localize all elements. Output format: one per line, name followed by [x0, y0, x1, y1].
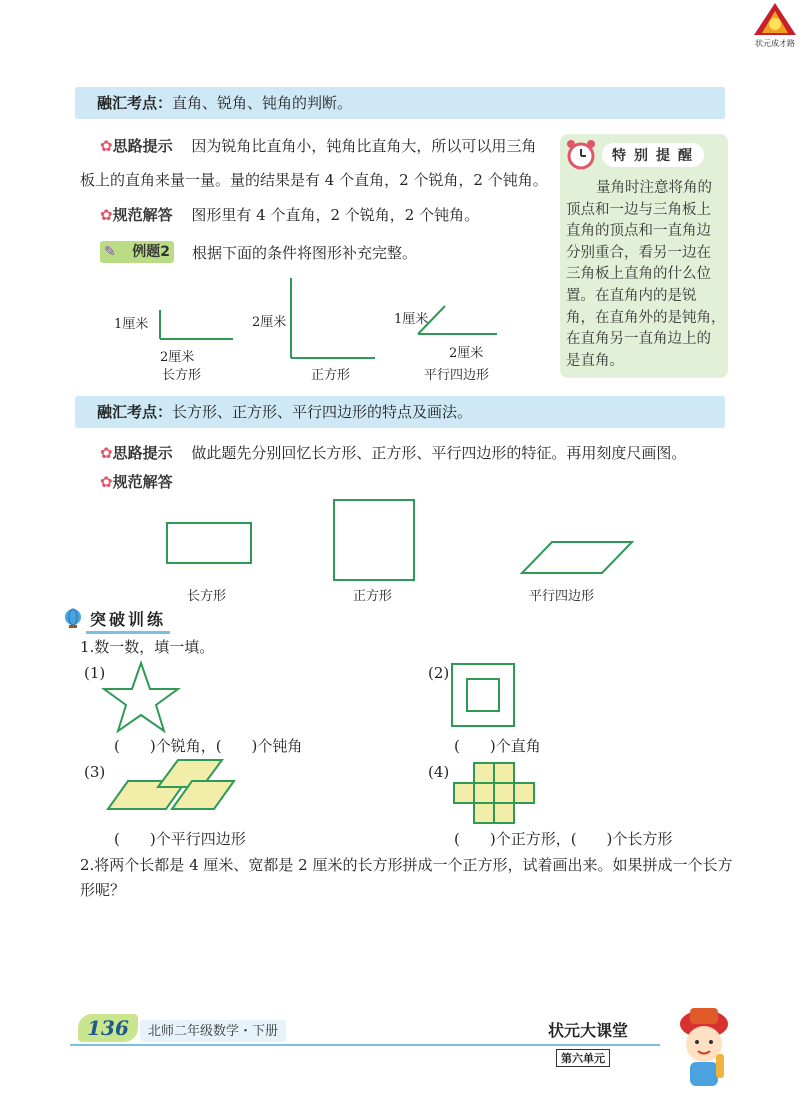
tip-line: 置。在直角内的是锐	[566, 287, 697, 304]
book-title-badge	[140, 1020, 286, 1042]
fig1-name: 长方形	[162, 368, 202, 383]
answer-shape-name-1: 长方形	[187, 589, 227, 604]
tip-title: 特别提醒	[602, 143, 704, 167]
key-point-band-1	[75, 87, 725, 119]
tip-line: 三角板上直角的什么位	[566, 266, 711, 283]
flame-logo-icon	[752, 2, 798, 36]
tip-line: 顶点和一边与三角板上	[566, 201, 711, 218]
item-4-number: (4)	[428, 763, 450, 781]
flower-icon: ✿	[100, 137, 113, 155]
page-number-badge	[78, 1014, 138, 1042]
answer-parallelogram	[522, 542, 632, 573]
fig1-side-label: 1厘米	[114, 317, 149, 332]
answer-rectangle	[167, 523, 251, 563]
answer-label: 规范解答	[112, 206, 173, 224]
book-title: 北师二年级数学・下册	[148, 1024, 279, 1039]
tip-line: 是直角。	[566, 352, 624, 369]
answer-shape-name-3: 平行四边形	[529, 589, 595, 604]
star-figure	[100, 660, 182, 734]
answer-1	[100, 205, 479, 225]
flower-icon: ✿	[100, 444, 113, 462]
hint-label: 思路提示	[112, 137, 173, 155]
answer-shapes	[160, 495, 640, 590]
tip-body	[566, 178, 726, 372]
pencil-icon: ✎	[104, 244, 116, 260]
key-point-text: 长方形、正方形、平行四边形的特点及画法。	[172, 403, 473, 421]
unit-label: 第六单元	[556, 1049, 610, 1067]
fig1-lines	[160, 310, 233, 339]
answer-square	[334, 500, 414, 580]
hint-1	[100, 136, 536, 156]
tip-line: 量角时注意将角的	[596, 180, 712, 196]
logo-text: 状元成才路	[755, 39, 795, 48]
tip-line: 直角的顶点和一直角边	[566, 223, 711, 240]
brand-name: 状元大课堂	[548, 1021, 629, 1040]
item-1-number: (1)	[84, 664, 106, 682]
question-1: 1.数一数，填一填。	[80, 638, 215, 656]
answer-2	[100, 472, 173, 492]
example-badge	[100, 241, 174, 263]
tip-line: 角，在直角外的是钝角，	[566, 309, 726, 326]
fig2-lines	[291, 278, 375, 358]
mascot-icon	[668, 1004, 740, 1092]
fig3-name: 平行四边形	[424, 368, 490, 383]
answer-label: 规范解答	[112, 473, 173, 491]
footer-divider	[70, 1044, 660, 1046]
example-badge-label: 例题2	[132, 244, 170, 260]
hint-1-line-2: 板上的直角来量一量。量的结果是有 4 个直角，2 个锐角，2 个钝角。	[80, 171, 548, 189]
fig3-lines	[418, 306, 497, 334]
globe-icon	[62, 607, 84, 629]
answer-shape-name-2: 正方形	[353, 589, 393, 604]
key-point-band-2	[75, 396, 725, 428]
flower-icon: ✿	[100, 473, 113, 491]
special-tip-box	[560, 134, 728, 378]
publisher-logo	[752, 2, 798, 46]
item-3-number: (3)	[84, 763, 106, 781]
example-question: 根据下面的条件将图形补充完整。	[192, 244, 418, 262]
page-number: 136	[87, 1016, 129, 1040]
nested-squares-figure	[448, 660, 518, 730]
tip-line: 在直角另一直角边上的	[566, 331, 711, 348]
key-point-label: 融汇考点：	[97, 94, 173, 112]
key-point-label: 融汇考点：	[97, 403, 173, 421]
tip-line: 分别重合，看另一边在	[566, 244, 711, 261]
fig3-side-label: 1厘米	[394, 312, 429, 327]
fig3-bottom-label: 2厘米	[449, 346, 484, 361]
item-3-answer: ( )个平行四边形	[114, 830, 246, 848]
hint-text: 做此题先分别回忆长方形、正方形、平行四边形的特征。再用刻度尺画图。	[191, 444, 687, 462]
fig2-side-label: 2厘米	[252, 315, 287, 330]
question-2-line-1: 2.将两个长都是 4 厘米、宽都是 2 厘米的长方形拼成一个正方形，试着画出来。如果拼成一个长方	[80, 856, 733, 874]
fig1-bottom-label: 2厘米	[160, 350, 195, 365]
answer-text: 图形里有 4 个直角，2 个锐角，2 个钝角。	[191, 206, 480, 224]
item-2-answer: ( )个直角	[454, 737, 541, 755]
alarm-clock-icon	[564, 138, 598, 172]
hint-line-1: 因为锐角比直角小，钝角比直角大，所以可以用三角	[191, 137, 537, 155]
item-2-number: (2)	[428, 664, 450, 682]
parallelograms-figure	[100, 757, 240, 813]
hint-label: 思路提示	[112, 444, 173, 462]
fig2-name: 正方形	[311, 368, 351, 383]
question-2-line-2: 形呢？	[80, 881, 126, 899]
key-point-text: 直角、锐角、钝角的判断。	[172, 94, 353, 112]
item-4-answer: ( )个正方形，( )个长方形	[454, 830, 673, 848]
item-1-answer: ( )个锐角，( )个钝角	[114, 737, 303, 755]
flower-icon: ✿	[100, 206, 113, 224]
hint-2	[100, 443, 686, 463]
training-title: 突破训练	[86, 607, 170, 634]
